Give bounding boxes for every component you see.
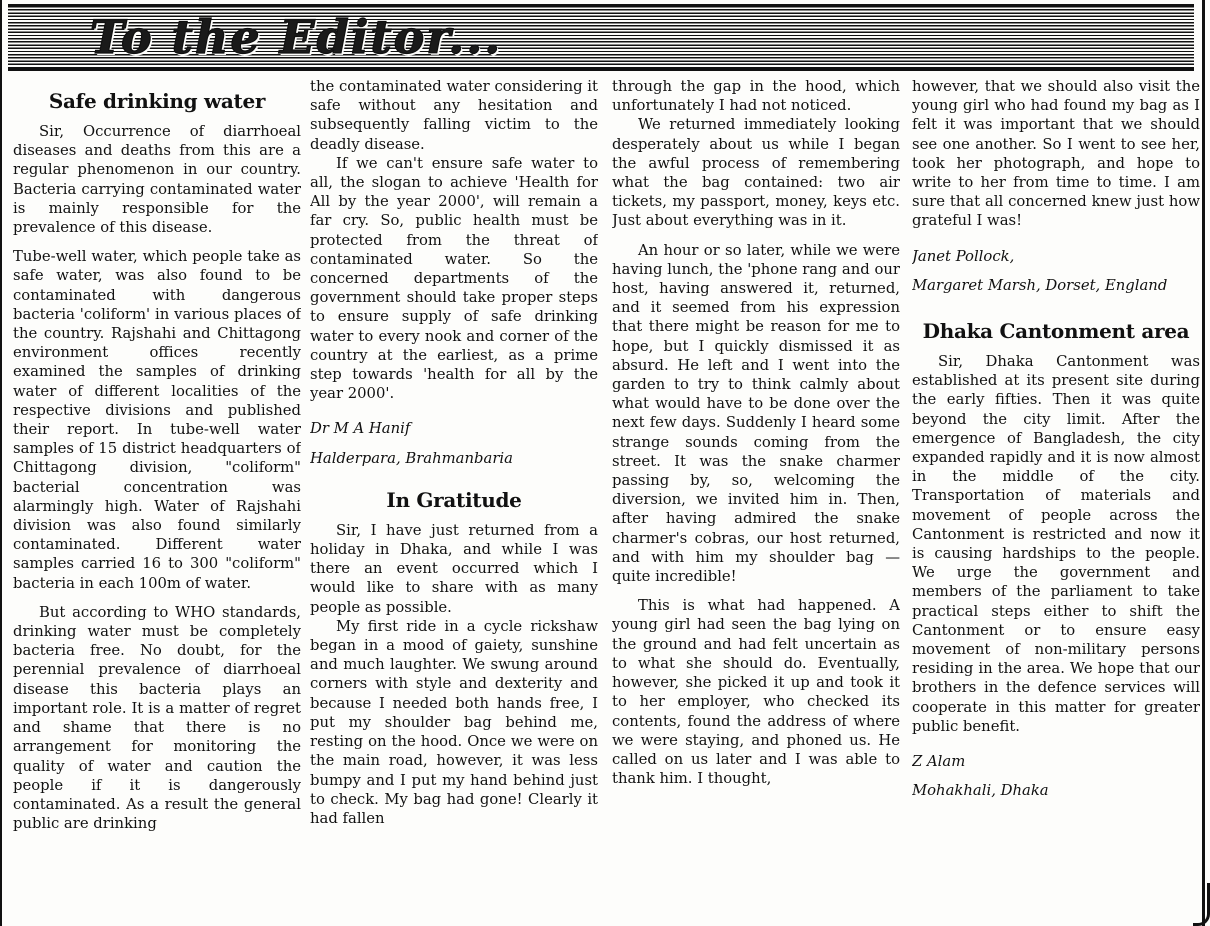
letter-paragraph: But according to WHO standards, drinking water must be completely bacteria free. No doubt, for the perennial prevalence of diarrhoeal disease this bacteria plays an important role. It is a matter of regret and shame that there is no arrangement for monitoring the quality of water and caution the people if it is dangerously contaminated. As a result the general public are drinking	[13, 603, 301, 833]
letter-paragraph: If we can't ensure safe water to all, the slogan to achieve 'Health for All by the year 2000', will remain a far cry. So, public health must be protected from the threat of contaminated water. So the concerned departments of the government should take proper steps to ensure supply of safe drinking water to every nook and corner of the country at the earliest, as a prime step towards 'health for all by the year 2000'.	[310, 154, 598, 403]
letter-paragraph: An hour or so later, while we were having lunch, the 'phone rang and our host, having answered it, returned, and it seemed from his expression that there might be reason for me to hope, but I quickly dismissed it as absurd. He left and I went into the garden to try to think calmly about what would have to be done over the next few days. Suddenly I heard some strange sounds coming from the street. It was the snake charmer passing by, so, welcoming the diversion, we invited him in. Then, after having admired the snake charmer's cobras, our host returned, and with him my shoulder bag — quite incredible!	[612, 241, 900, 586]
signature-name: Z Alam	[912, 753, 966, 771]
letter-paragraph: the contaminated water considering it safe without any hesitation and subsequently falling victim to the deadly disease.	[310, 78, 598, 153]
letter-paragraph: through the gap in the hood, which unfortunately I had not noticed.	[612, 78, 900, 115]
signature-block	[912, 247, 1200, 295]
letter-heading-gratitude: In Gratitude	[386, 487, 522, 512]
letter-heading-cantonment: Dhaka Cantonment area	[922, 319, 1190, 344]
signature-block	[310, 419, 598, 467]
corner-rule	[1193, 883, 1210, 926]
column-2	[310, 77, 598, 923]
column-1	[13, 77, 301, 923]
signature-block	[912, 752, 1200, 800]
section-title: To the Editor...	[90, 10, 503, 64]
signature-name: Dr M A Hanif	[310, 420, 411, 438]
signature-place: Halderpara, Brahmanbaria	[310, 449, 513, 467]
signature-name: Janet Pollock,	[912, 247, 1015, 265]
signature-place: Mohakhali, Dhaka	[912, 782, 1049, 800]
column-3	[612, 77, 900, 923]
letter-paragraph: This is what had happened. A young girl had seen the bag lying on the ground and had felt uncertain as to what she should do. Eventually, however, she picked it up and took it to her employer, who checked its contents, found the address of where we were staying, and phoned us. He called on us later and I was able to thank him. I thought,	[612, 597, 900, 788]
letter-paragraph: We returned immediately looking desperately about us while I began the awful process of remembering what the bag contained: two air tickets, my passport, money, keys etc. Just about everything was in it.	[612, 116, 900, 230]
letter-heading-safe-water: Safe drinking water	[48, 89, 266, 113]
column-4	[912, 77, 1200, 923]
signature-place: Margaret Marsh, Dorset, England	[912, 276, 1168, 294]
letter-paragraph: My first ride in a cycle rickshaw began in a mood of gaiety, sunshine and much laughter. We swung around corners with style and dexterity and because I needed both hands free, I put my shoulder bag behind me, resting on the hood. Once we were on the main road, however, it was less bumpy and I put my hand behind just to check. My bag had gone! Clearly it had fallen	[310, 617, 598, 827]
letter-paragraph: Sir, Dhaka Cantonment was established at its present site during the early fifties. Then it was quite beyond the city limit. After the emergence of Bangladesh, the city expanded rapidly and it is now almost in the middle of the city. Transportation of materials and movement of people across the Cantonment is restricted and now it is causing hardships to the people. We urge the government and members of the parliament to take practical steps either to shift the Cantonment or to ensure easy movement of non-military persons residing in the area. We hope that our brothers in the defence services will cooperate in this matter for greater public benefit.	[912, 353, 1200, 735]
letter-paragraph: Tube-well water, which people take as safe water, was also found to be contaminated with dangerous bacteria 'coliform' in various places of the country. Rajshahi and Chittagong environment offices recently examined the samples of drinking water of different localities of the respective divisions and published their report. In tube-well water samples of 15 district headquarters of Chittagong division, "coliform" bacterial concentration was alarmingly high. Water of Rajshahi division was also found similarly contaminated. Different water samples carried 16 to 300 "coliform" bacteria in each 100m of water.	[13, 248, 301, 592]
letter-paragraph: Sir, I have just returned from a holiday in Dhaka, and while I was there an event occurred which I would like to share with as many people as possible.	[310, 521, 598, 616]
masthead-banner	[8, 4, 1194, 71]
letter-paragraph: however, that we should also visit the young girl who had found my bag as I felt it was important that we should see one another. So I went to see her, took her photograph, and hope to write to her from time to time. I am sure that all concerned knew just how grateful I was!	[912, 78, 1200, 230]
letter-paragraph: Sir, Occurrence of diarrhoeal diseases and deaths from this are a regular phenomenon in our country. Bacteria carrying contaminated water is mainly responsible for the prevalence of this disease.	[13, 123, 301, 237]
